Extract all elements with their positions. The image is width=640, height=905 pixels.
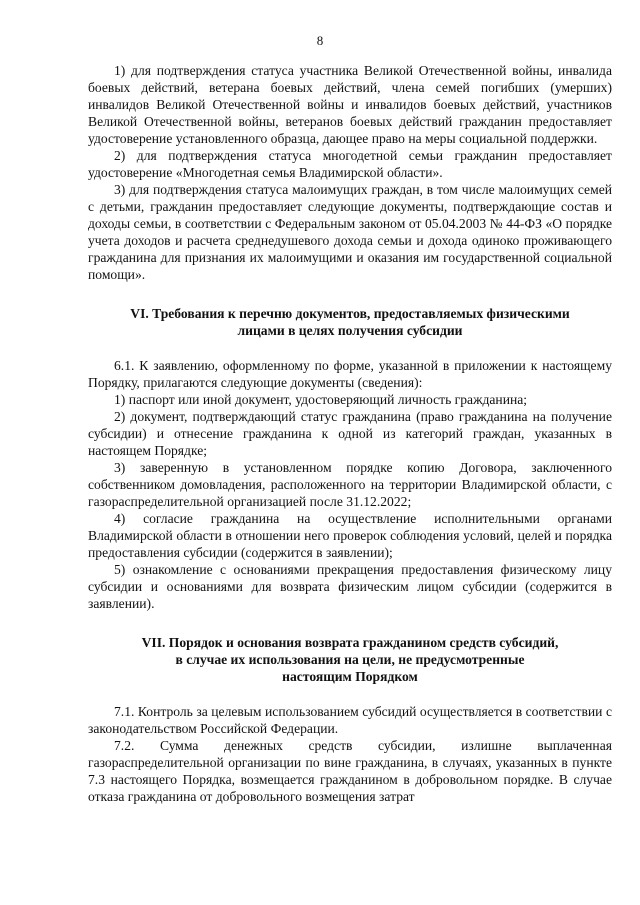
section-6-heading-line-1: VI. Требования к перечню документов, предоставляемых физическими	[130, 306, 570, 321]
paragraph-6-1: 6.1. К заявлению, оформленному по форме, указанной в приложении к настоящему Порядку, прилагаются следующие документы (сведения):	[88, 358, 612, 390]
section-6-heading-line-2: лицами в целях получения субсидии	[237, 323, 463, 338]
list-item-contract-copy: 3) заверенную в установленном порядке копию Договора, заключенного собственником домовладения, расположенного на территории Владимирской области, с газораспределительной организацией после 31.12.2022;	[88, 460, 612, 509]
list-item-acknowledgement: 5) ознакомление с основаниями прекращения предоставления физическому лицу субсидии и основаниями для возврата физическим лицом субсидии (содержится в заявлении).	[88, 562, 612, 611]
paragraph-7-2: 7.2. Сумма денежных средств субсидии, излишне выплаченная газораспределительной организации по вине гражданина, в случаях, указанных в пункте 7.3 настоящего Порядка, возмещается гражданином в добровольном порядке. В случае отказа гражданина от добровольного возмещения затрат	[88, 738, 612, 804]
section-6-heading	[88, 305, 612, 339]
section-7-heading-line-3: настоящим Порядком	[282, 669, 418, 684]
list-item-status-document: 2) документ, подтверждающий статус гражданина (право гражданина на получение субсидии) и отнесение гражданина к одной из категорий граждан, указанных в настоящем Порядке;	[88, 409, 612, 458]
section-7-heading-line-1: VII. Порядок и основания возврата гражданином средств субсидий,	[141, 635, 559, 650]
section-7-heading-line-2: в случае их использования на цели, не предусмотренные	[175, 652, 525, 667]
paragraph-status-wwii-veterans: 1) для подтверждения статуса участника Великой Отечественной войны, инвалида боевых действий, ветерана боевых действий, члена семей погибших (умерших) инвалидов Великой Отечественной войны и инвалидов боевых действий, участников Великой Отечественной войны, ветеранов боевых действий гражданин предоставляет удостоверение установленного образца, дающее право на меры социальной поддержки.	[88, 63, 612, 146]
paragraph-status-low-income: 3) для подтверждения статуса малоимущих граждан, в том числе малоимущих семей с детьми, гражданин предоставляет следующие документы, подтверждающие состав и доходы семьи, в соответствии с Федеральным законом от 05.04.2003 № 44-ФЗ «О порядке учета доходов и расчета среднедушевого дохода семьи и дохода одиноко проживающего гражданина для признания их малоимущими и оказания им государственной социальной помощи».	[88, 182, 612, 282]
paragraph-7-1: 7.1. Контроль за целевым использованием субсидий осуществляется в соответствии с законодательством Российской Федерации.	[88, 704, 612, 736]
paragraph-status-large-family: 2) для подтверждения статуса многодетной семьи гражданин предоставляет удостоверение «Многодетная семья Владимирской области».	[88, 148, 612, 180]
page-number: 8	[316, 33, 324, 48]
document-body	[88, 62, 612, 805]
list-item-passport: 1) паспорт или иной документ, удостоверяющий личность гражданина;	[114, 392, 528, 407]
section-7-heading	[88, 634, 612, 685]
list-item-consent: 4) согласие гражданина на осуществление исполнительными органами Владимирской области в отношении него проверок соблюдения условий, целей и порядка предоставления субсидии (содержится в заявлении);	[88, 511, 612, 560]
